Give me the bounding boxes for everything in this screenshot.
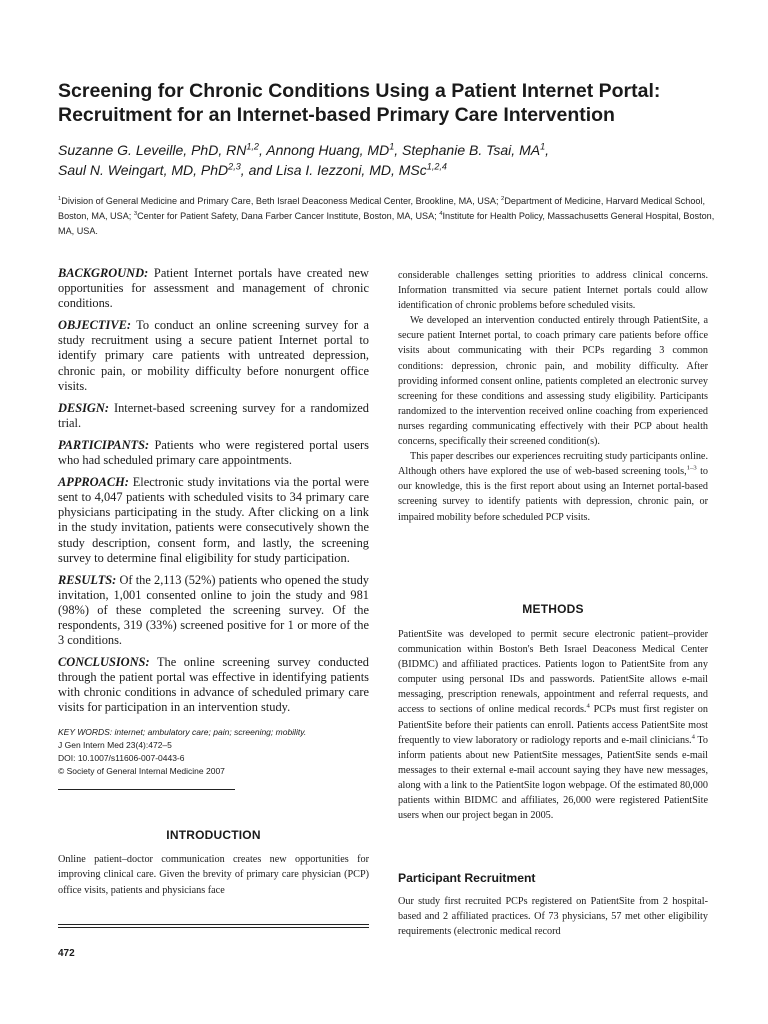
intro-paragraph-3a: This paper describes our experiences recruiting study participants online. Although others have explored the use of web-based screening tools, <box>398 451 708 478</box>
author-3-comma: , <box>545 142 550 158</box>
author-2: , Annong Huang, MD <box>258 142 390 158</box>
methods-text-3: To inform patients about new PatientSite messages, PatientSite sends e-mail messages to their external e-mail account saying they have new messages, along with a link to the PatientSite logon webpage. Of the estimated 80,000 patients within BIDMC and affiliates, 26,000 were registered PatientSite users when our project began in 2005. <box>398 734 709 822</box>
author-list <box>58 141 718 180</box>
author-2-affil: 1 <box>389 141 395 152</box>
keywords: KEY WORDS: internet; ambulatory care; pain; screening; mobility. <box>58 726 307 737</box>
affil-sup-3: 3 <box>133 210 138 217</box>
methods-text-2: PCPs must first register on PatientSite before their patients can enroll. Patients access PatientSite most frequently to view laboratory or radiology reports and e-mail clinicians. <box>398 704 708 746</box>
approach-text: Electronic study invitations via the portal were sent to 4,047 patients with scheduled visits to 34 primary care physicians participating in the study. After clicking on a link in the study invitation, patients were consecutively shown the study description, consent form, and lastly, the screening survey to determine final eligibility for study participation. <box>58 475 369 565</box>
intro-paragraph-3 <box>398 449 708 524</box>
affil-1: Division of General Medicine and Primary Care, Beth Israel Deaconess Medical Center, Brookline, MA, USA; <box>61 196 502 206</box>
background-label: BACKGROUND: <box>58 266 149 280</box>
intro-continued <box>398 268 708 525</box>
introduction-heading: INTRODUCTION <box>166 828 261 842</box>
author-4-affil: 2,3 <box>228 160 241 171</box>
design-text: Internet-based screening survey for a randomized trial. <box>58 400 369 430</box>
author-line-1 <box>58 141 718 161</box>
abstract-background <box>58 266 369 311</box>
footer-rule <box>58 924 369 925</box>
journal-citation: J Gen Intern Med 23(4):472–5 <box>58 739 172 750</box>
affil-4: Institute for Health Policy, Massachusetts General Hospital, Boston, MA, USA. <box>58 211 715 236</box>
recruitment-text: Our study first recruited PCPs registered on PatientSite from 2 hospital-based and 2 affiliated practices. Of 73 physicians, 57 met other eligibility requirements (electronic medical record <box>398 896 708 938</box>
participants-label: PARTICIPANTS: <box>58 437 150 452</box>
participants-text: Patients who were registered portal users who had scheduled primary care appointments. <box>58 437 369 468</box>
author-1: Suzanne G. Leveille, PhD, RN <box>58 142 247 158</box>
citation-4a: 4 <box>586 703 590 711</box>
citation-1-3: 1–3 <box>686 464 697 472</box>
results-label: RESULTS: <box>58 572 117 587</box>
author-5-affil: 1,2,4 <box>426 160 447 171</box>
page-number: 472 <box>58 948 75 959</box>
abstract-conclusions <box>58 655 369 715</box>
author-5: , and Lisa I. Iezzoni, MD, MSc <box>240 161 427 178</box>
methods-text <box>398 627 708 823</box>
abstract-results <box>58 573 369 648</box>
conclusions-text: The online screening survey conducted through the patient portal was effective in identifying patients with chronic conditions in advance of scheduled primary care visits for participation in an intervention study. <box>58 655 369 715</box>
objective-text: To conduct an online screening survey for a study recruitment using a secure patient Internet portal to identify primary care patients with untreated depression, chronic pain, or mobility difficulty before nonurgent office visits. <box>58 318 369 393</box>
methods-text-1: PatientSite was developed to permit secure electronic patient–provider communication within Boston's Beth Israel Deaconess Medical Center (BIDMC) and affiliated practices. Patients logon to PatientSite from any computer using personal IDs and passwords. PatientSite allows e-mail messaging, prescription renewals, appointment and referral requests, and access to sections of online medical records. <box>398 629 708 716</box>
article-title <box>58 80 718 127</box>
design-label: DESIGN: <box>58 400 109 415</box>
intro-paragraph-2: We developed an intervention conducted entirely through PatientSite, a secure patient Internet portal, to coach primary care patients before office visits about communicating with their PCPs regarding 3 common conditions: depression, chronic pain, and mobility difficulty. After providing informed consent online, patients completed an electronic survey screening for these conditions and assessing study eligibility. Participants randomized to the intervention received online coaching from experienced nurses regarding communicating effectively with their PCP about health concerns, specifically their screened condition(s). <box>398 315 708 448</box>
affil-3: Center for Patient Safety, Dana Farber Cancer Institute, Boston, MA, USA; <box>137 211 440 221</box>
author-1-affil: 1,2 <box>246 141 259 152</box>
author-line-2 <box>58 161 718 181</box>
author-4: Saul N. Weingart, MD, PhD <box>58 161 229 178</box>
methods-heading: METHODS <box>522 602 584 616</box>
affil-sup-1: 1 <box>58 195 62 202</box>
footer-rule-2 <box>58 927 369 928</box>
background-text: Patient Internet portals have created new opportunities for assessment and management of chronic conditions. <box>58 266 369 311</box>
affil-sup-4: 4 <box>439 210 443 217</box>
abstract <box>58 266 369 778</box>
intro-paragraph-1: considerable challenges setting priorities to address clinical concerns. Information transmitted via secure patient Internet portals could allow identification of chronic problems before scheduled visits. <box>398 270 708 312</box>
recruitment-heading: Participant Recruitment <box>398 871 536 885</box>
abstract-participants <box>58 438 369 468</box>
affil-sup-2: 2 <box>501 195 505 202</box>
approach-label: APPROACH: <box>58 475 129 490</box>
conclusions-label: CONCLUSIONS: <box>58 655 150 670</box>
title-line-1: Screening for Chronic Conditions Using a Patient Internet Portal: <box>58 80 661 102</box>
affil-2: Department of Medicine, Harvard Medical School, Boston, MA, USA; <box>58 196 705 221</box>
results-text: Of the 2,113 (52%) patients who opened the study invitation, 1,001 consented online to join the study and 981 (98%) of these completed the screening survey. Of the respondents, 319 (33%) screened positive for 1 or more of the 3 conditions. <box>58 572 369 648</box>
abstract-objective <box>58 318 369 393</box>
abstract-divider <box>58 789 235 790</box>
copyright: © Society of General Internal Medicine 2007 <box>58 765 225 776</box>
objective-label: OBJECTIVE: <box>58 318 131 333</box>
abstract-approach <box>58 475 369 566</box>
abstract-design <box>58 401 369 431</box>
doi: DOI: 10.1007/s11606-007-0443-6 <box>58 752 185 763</box>
intro-paragraph-3b: to our knowledge, this is the first report about using an Internet portal-based screening survey to identify patients with depression, chronic pain, or impaired mobility before scheduled PCP visits. <box>398 466 708 523</box>
author-3-affil: 1 <box>540 141 546 152</box>
affiliations <box>58 194 718 239</box>
author-3: , Stephanie B. Tsai, MA <box>394 142 541 158</box>
introduction-text: Online patient–doctor communication creates new opportunities for improving clinical care. Given the brevity of primary care physician (PCP) office visits, patients and physicians face <box>58 854 369 896</box>
article-meta <box>58 726 369 778</box>
citation-4b: 4 <box>691 733 695 741</box>
title-line-2: Recruitment for an Internet-based Primary Care Intervention <box>58 103 615 126</box>
